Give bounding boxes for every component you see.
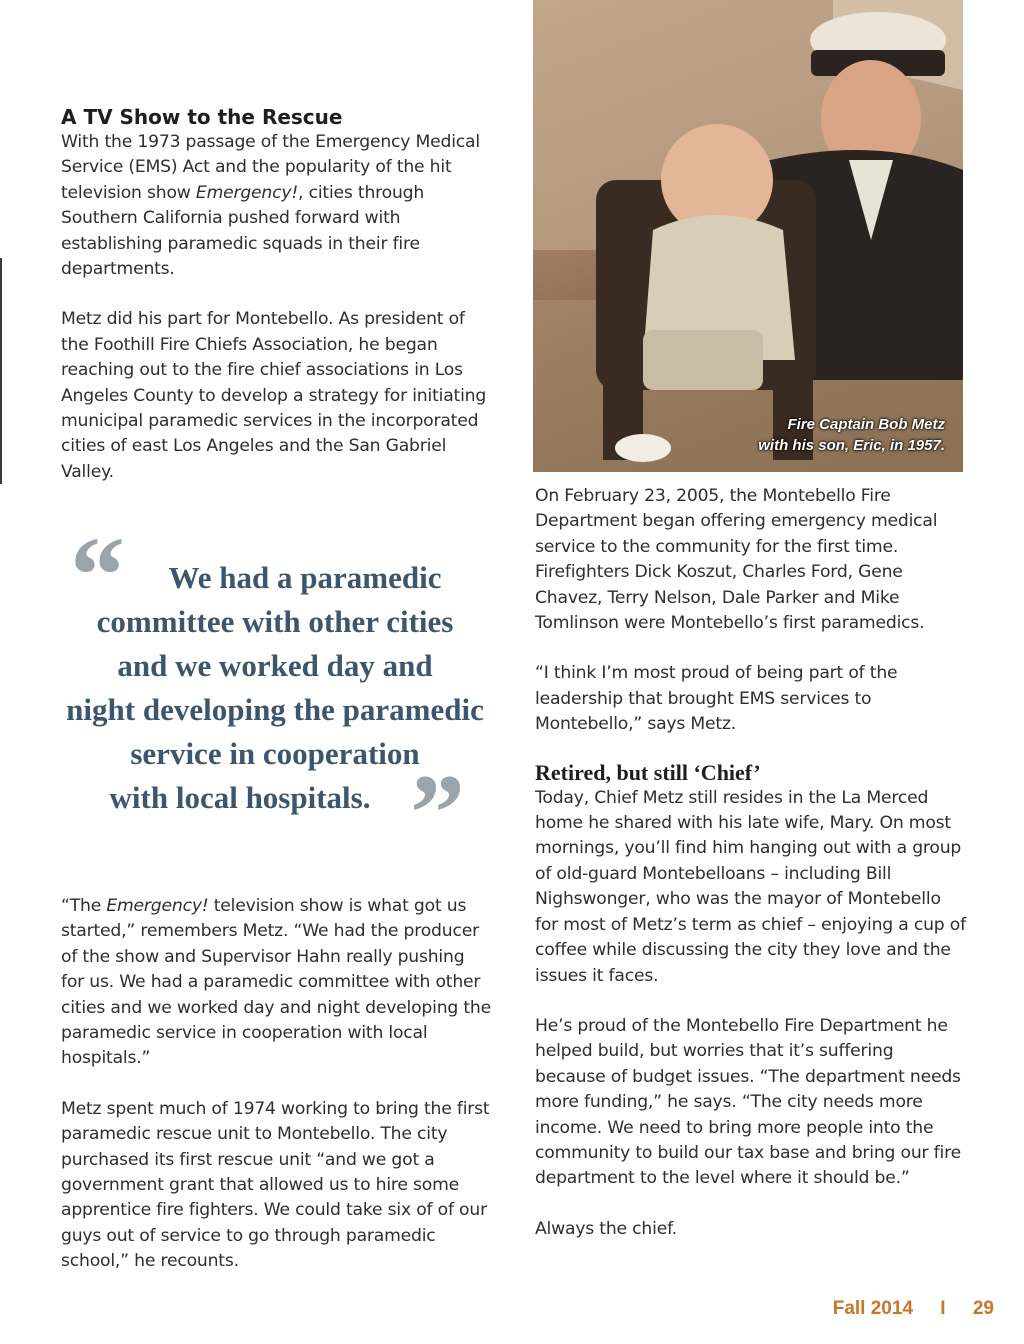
historic-photo: [533, 0, 963, 472]
quote-line: night developing the paramedic: [66, 692, 484, 727]
quote-line: and we worked day and: [117, 648, 433, 683]
text-run: television show is what got us started,” remembers Metz. “We had the producer of the show and Supervisor Hahn really pushing for us. We had a paramedic committee with other cities and we worked day and night developing the paramedic service in cooperation with local hospitals.”: [61, 896, 491, 1069]
quote-line: service in cooperation: [130, 736, 420, 771]
paragraph: Metz spent much of 1974 working to bring the first paramedic rescue unit to Montebello. The city purchased its first rescue unit “and we got a government grant that allowed us to hire some apprentice fire fighters. We could take six of of our guys out of service to go through paramedic school,” he recounts.: [61, 1098, 490, 1272]
show-title: Emergency!: [106, 896, 209, 916]
show-title: Emergency!: [195, 182, 299, 203]
section-heading-tv-show: A TV Show to the Rescue: [61, 105, 343, 129]
photo-caption: [758, 414, 945, 456]
open-quote-mark: “: [70, 514, 125, 636]
pull-quote: [60, 514, 490, 874]
paragraph: [61, 130, 491, 282]
page-footer: [833, 1298, 994, 1320]
margin-rule: [0, 258, 2, 484]
paragraph: He’s proud of the Montebello Fire Department he helped build, but worries that it’s suffering because of budget issues. “The department needs more funding,” he says. “The city needs more income. We need to bring more people into the community to build our tax base and bring our fire department to the level where it should be.”: [535, 1015, 961, 1189]
closing-line: Always the chief.: [535, 1218, 677, 1239]
paragraph: [61, 894, 491, 1072]
text-run: , cities through Southern California pushed forward with establishing paramedic squads in their fire departments.: [61, 182, 425, 280]
right-column: [535, 484, 967, 1242]
text-run: With the 1973 passage of the Emergency Medical Service (EMS) Act and the popularity of the hit television show: [61, 132, 480, 203]
footer-separator: I: [940, 1298, 946, 1319]
caption-line: Fire Captain Bob Metz: [787, 416, 945, 433]
paragraph: Metz did his part for Montebello. As president of the Foothill Fire Chiefs Association, he began reaching out to the fire chief associations in Los Angeles County to develop a strategy for initiating municipal paramedic services in the incorporated cities of east Los Angeles and the San Gabriel Valley.: [61, 309, 487, 482]
left-column: [61, 104, 491, 485]
quote-line: with local hospitals.: [109, 780, 371, 815]
close-quote-mark: ”: [410, 752, 465, 874]
page-number: 29: [972, 1298, 994, 1319]
paragraph: Today, Chief Metz still resides in the La Merced home he shared with his late wife, Mary. On most mornings, you’ll find him hanging out with a group of old-guard Montebelloans – including Bill Nighswonger, who was the mayor of Montebello for most of Metz’s term as chief – enjoying a cup of coffee while discussing the city they love and the issues it faces.: [535, 787, 966, 986]
section-heading-retired: Retired, but still ‘Chief’: [535, 759, 761, 785]
paragraph: On February 23, 2005, the Montebello Fire Department began offering emergency medical service to the community for the first time. Firefighters Dick Koszut, Charles Ford, Gene Chavez, Terry Nelson, Dale Parker and Mike Tomlinson were Montebello’s first paramedics.: [535, 486, 938, 634]
left-column-lower: [61, 894, 491, 1275]
caption-line: with his son, Eric, in 1957.: [758, 437, 945, 454]
paragraph: “I think I’m most proud of being part of the leadership that brought EMS services to Montebello,” says Metz.: [535, 663, 898, 735]
quote-line: We had a paramedic: [168, 560, 442, 595]
photo-illustration: [533, 0, 963, 472]
issue-label: Fall 2014: [832, 1298, 914, 1319]
text-run: “The: [61, 896, 107, 916]
quote-line: committee with other cities: [96, 604, 454, 639]
